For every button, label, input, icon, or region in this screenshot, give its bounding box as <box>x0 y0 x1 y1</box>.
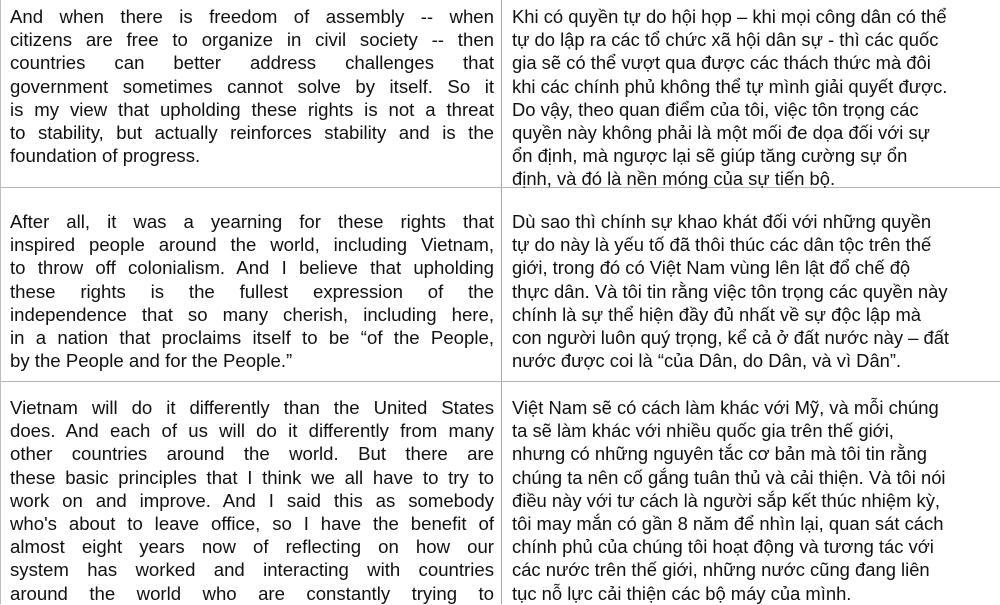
text-line: ổn định, mà ngược lại sẽ giúp tăng cường sự ổn <box>512 145 908 167</box>
text-line: system has worked and interacting with countries <box>10 559 494 581</box>
text-line: ta sẽ làm khác với nhiều quốc gia trên thế giới, <box>512 420 894 442</box>
row-divider <box>1 381 1000 382</box>
english-paragraph-1 <box>10 5 494 167</box>
column-divider <box>501 0 502 604</box>
text-line: nhưng có những nguyên tắc cơ bản mà tôi tin rằng <box>512 443 927 465</box>
text-line: thực dân. Và tôi tin rằng việc tôn trọng các quyền này <box>512 280 948 302</box>
text-line: khi các chính phủ không thể tự mình giải quyết được. <box>512 75 948 97</box>
text-line: định, và đó là nền móng của sự tiến bộ. <box>512 168 836 190</box>
text-line: chính là sự thể hiện đầy đủ nhất về sự độc lập mà <box>512 303 922 325</box>
text-line: các nước trên thế giới, những nước cũng đang liên <box>512 559 930 581</box>
text-line: in a nation that proclaims itself to be “of the People, <box>10 327 494 349</box>
english-paragraph-3 <box>10 396 494 605</box>
text-line: nước được coi là “của Dân, do Dân, và vì Dân”. <box>512 350 902 372</box>
text-line: does. And each of us will do it differently from many <box>10 420 494 442</box>
text-line: gia sẽ có thể vượt qua được các thách thức mà đôi <box>512 52 931 74</box>
text-line: countries can better address challenges that <box>10 52 494 74</box>
vietnamese-paragraph-3 <box>512 396 993 605</box>
text-line: điều này với tư cách là người sắp kết thúc nhiệm kỳ, <box>512 489 940 511</box>
text-line: tôi may mắn có gần 8 năm để nhìn lại, quan sát cách <box>512 513 944 535</box>
text-line: quyền này không phải là một mối đe dọa đối với sự <box>512 122 930 144</box>
text-line: other countries around the world. But there are <box>10 443 494 465</box>
text-line: chúng ta nên cố gắng tuân thủ và cải thiện. Và tôi nói <box>512 466 946 488</box>
text-line: government sometimes cannot solve by itself. So it <box>10 75 494 97</box>
text-line: tự do lập ra các tổ chức xã hội dân sự - thì các quốc <box>512 29 939 51</box>
text-line: around the world who are constantly trying to <box>10 582 494 604</box>
text-line: And when there is freedom of assembly -- when <box>10 6 494 27</box>
text-line: by the People and for the People.” <box>10 350 293 372</box>
text-line: giới, trong đó có Việt Nam vùng lên lật đổ chế độ <box>512 257 911 279</box>
vietnamese-paragraph-1 <box>512 5 993 191</box>
english-paragraph-2 <box>10 210 494 372</box>
text-line: almost eight years now of reflecting on how our <box>10 536 494 558</box>
text-line: inspired people around the world, including Vietnam, <box>10 234 494 256</box>
text-line: these rights is the fullest expression of the <box>10 280 494 302</box>
text-line: tự do này là yếu tố đã thôi thúc các dân tộc trên thế <box>512 234 932 256</box>
text-line: con người luôn quý trọng, kể cả ở đất nước này – đất <box>512 327 950 349</box>
text-line: Việt Nam sẽ có cách làm khác với Mỹ, và mỗi chúng <box>512 397 939 418</box>
text-line: After all, it was a yearning for these rights that <box>10 211 494 232</box>
text-line: independence that so many cherish, including here, <box>10 303 494 325</box>
text-line: Khi có quyền tự do hội họp – khi mọi công dân có thể <box>512 6 947 27</box>
text-line: who's about to leave office, so I have the benefit of <box>10 513 494 535</box>
text-line: these basic principles that I think we all have to try to <box>10 466 494 488</box>
text-line: Vietnam will do it differently than the United States <box>10 397 494 418</box>
text-line: work on and improve. And I said this as somebody <box>10 489 494 511</box>
text-line: citizens are free to organize in civil society -- then <box>10 29 494 51</box>
text-line: is my view that upholding these rights is not a threat <box>10 98 494 120</box>
text-line: chính phủ của chúng tôi hoạt động và tương tác với <box>512 536 934 558</box>
text-line: to stability, but actually reinforces stability and is the <box>10 122 494 144</box>
text-line: foundation of progress. <box>10 145 201 167</box>
text-line: Dù sao thì chính sự khao khát đối với những quyền <box>512 211 932 232</box>
text-line: tục nỗ lực cải thiện các bộ máy của mình. <box>512 582 852 604</box>
vietnamese-paragraph-2 <box>512 210 993 372</box>
text-line: to throw off colonialism. And I believe that upholding <box>10 257 494 279</box>
text-line: Do vậy, theo quan điểm của tôi, việc tôn trọng các <box>512 98 919 120</box>
